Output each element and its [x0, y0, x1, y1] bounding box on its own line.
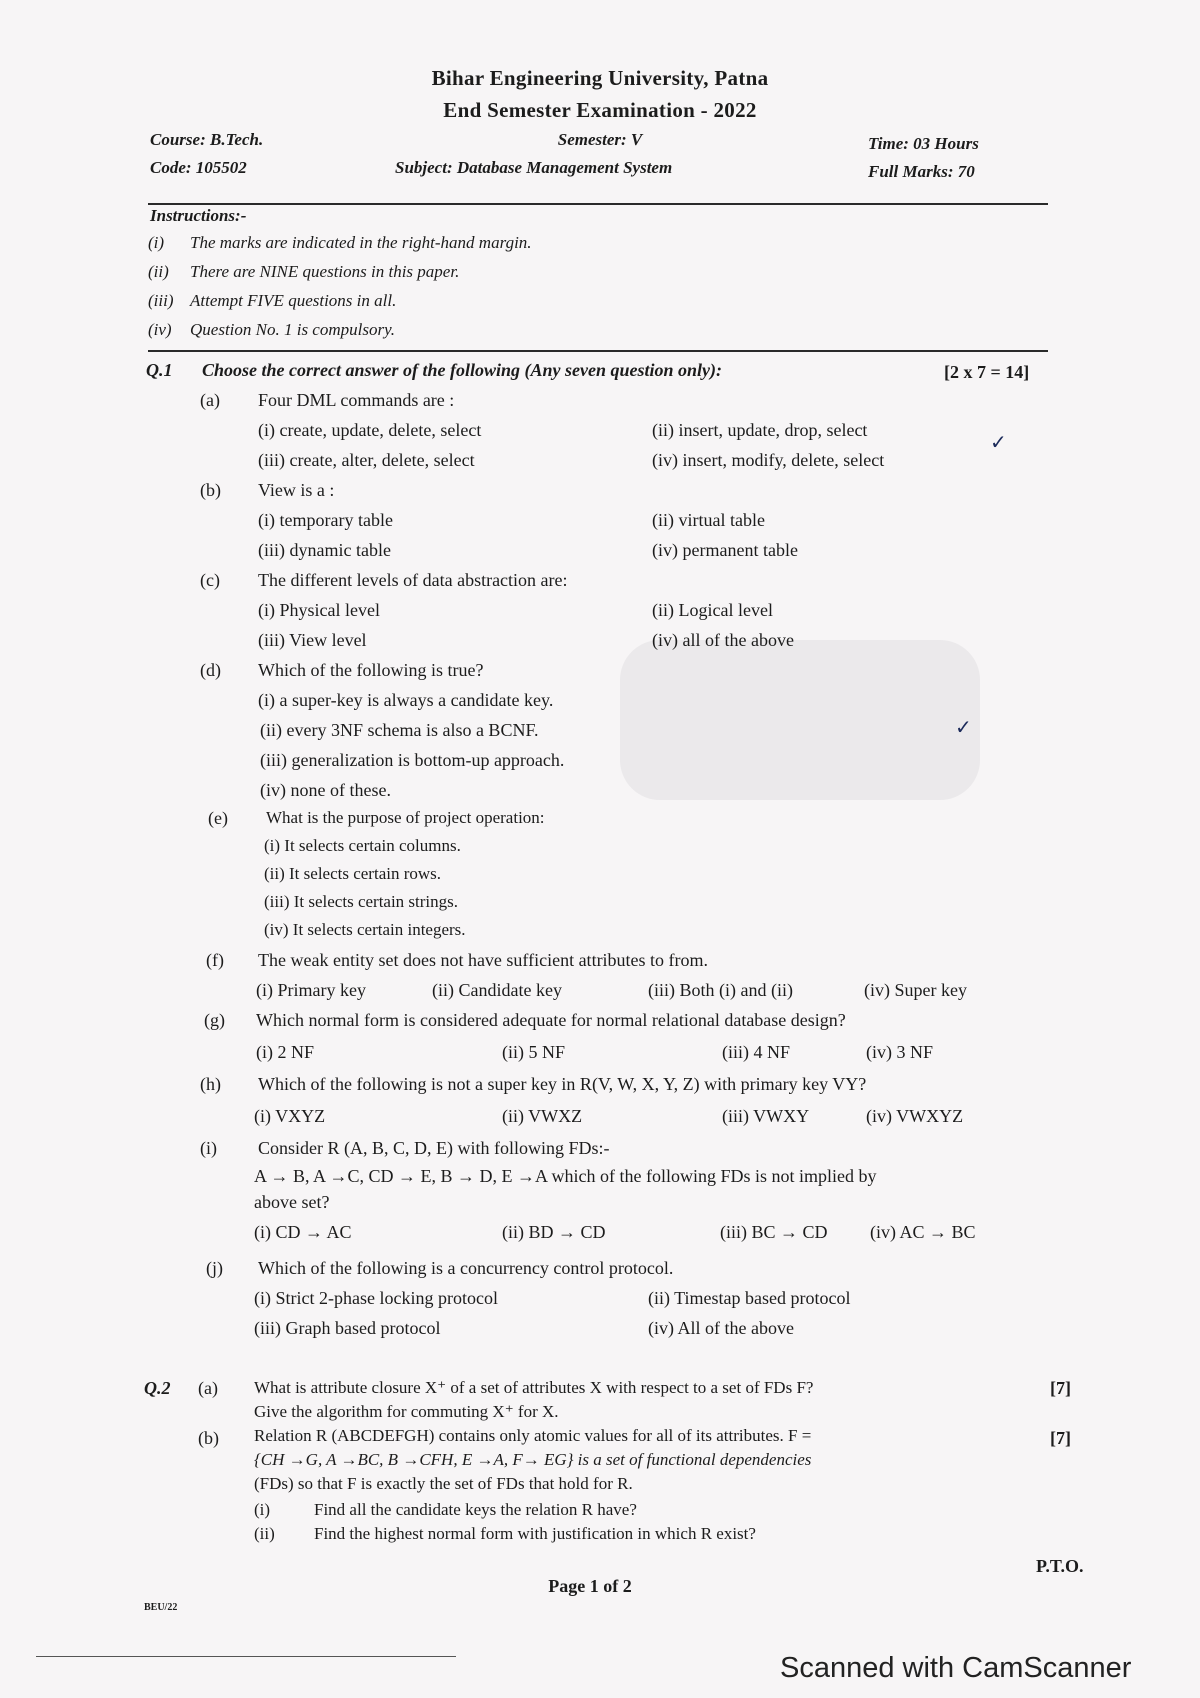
- option: (i) a super-key is always a candidate key.: [258, 690, 554, 710]
- check-mark-icon: ✓: [955, 717, 972, 739]
- bottom-line: [36, 1656, 456, 1657]
- option: (i) Strict 2-phase locking protocol: [254, 1288, 498, 1308]
- part-question-line: Give the algorithm for commuting X⁺ for X.: [254, 1402, 559, 1421]
- part-question: Which of the following is true?: [258, 660, 484, 680]
- option: (iv) AC → BC: [870, 1222, 976, 1242]
- part-label: (g): [204, 1010, 225, 1030]
- full-marks-label: Full Marks: 70: [868, 162, 975, 181]
- part-label: (i): [200, 1138, 217, 1158]
- question-marks: [7]: [1050, 1378, 1071, 1398]
- option: (iv) none of these.: [260, 780, 391, 800]
- option: (i) Physical level: [258, 600, 380, 620]
- instruction-text: Attempt FIVE questions in all.: [190, 291, 397, 310]
- part-question: The different levels of data abstraction are:: [258, 570, 568, 590]
- option: (iii) Graph based protocol: [254, 1318, 441, 1338]
- scan-smudge: [620, 640, 980, 800]
- part-label: (h): [200, 1074, 221, 1094]
- option: (ii) virtual table: [652, 510, 765, 530]
- option: (i) temporary table: [258, 510, 393, 530]
- option: (iii) dynamic table: [258, 540, 391, 560]
- part-label: (e): [208, 808, 228, 828]
- part-label: (a): [198, 1378, 218, 1398]
- option: (iii) VWXY: [722, 1106, 810, 1126]
- part-question-line: {CH →G, A →BC, B →CFH, E →A, F→ EG} is a set of functional dependencies: [254, 1450, 812, 1469]
- instructions-title: Instructions:-: [150, 206, 247, 225]
- part-label: (b): [200, 480, 221, 500]
- option: (iii) create, alter, delete, select: [258, 450, 475, 470]
- option: (iv) 3 NF: [866, 1042, 933, 1062]
- instruction-num: (ii): [148, 262, 169, 281]
- subpart-label: (i): [254, 1500, 271, 1519]
- instruction-num: (iv): [148, 320, 172, 339]
- subpart-label: (ii): [254, 1524, 275, 1543]
- option: (iv) permanent table: [652, 540, 798, 560]
- semester-label: Semester: V: [557, 130, 643, 149]
- instruction-text: There are NINE questions in this paper.: [190, 262, 460, 281]
- part-question: Which normal form is considered adequate for normal relational database design?: [256, 1010, 846, 1030]
- camscanner-watermark: Scanned with CamScanner: [780, 1652, 1132, 1684]
- question-number: Q.2: [144, 1378, 171, 1398]
- option: (ii) VWXZ: [502, 1106, 583, 1126]
- option: (iii) BC → CD: [720, 1222, 828, 1242]
- subject-label: Subject: Database Management System: [395, 158, 673, 177]
- instruction-text: The marks are indicated in the right-hand margin.: [190, 233, 532, 252]
- part-question: What is attribute closure X⁺ of a set of attributes X with respect to a set of FDs F?: [254, 1378, 814, 1397]
- option: (ii) insert, update, drop, select: [652, 420, 868, 440]
- header-divider: [148, 203, 1048, 205]
- option: (iv) Super key: [864, 980, 967, 1000]
- check-mark-icon: ✓: [990, 432, 1007, 454]
- option: (i) create, update, delete, select: [258, 420, 482, 440]
- option: (ii) 5 NF: [502, 1042, 565, 1062]
- option: (ii) Logical level: [652, 600, 773, 620]
- university-name: Bihar Engineering University, Patna: [431, 66, 769, 90]
- instructions-divider: [148, 350, 1048, 352]
- page-number: Page 1 of 2: [548, 1576, 632, 1596]
- code-label: Code: 105502: [150, 158, 247, 177]
- option: (i) VXYZ: [254, 1106, 326, 1126]
- option: (iii) Both (i) and (ii): [648, 980, 793, 1000]
- subpart-question: Find all the candidate keys the relation R have?: [314, 1500, 637, 1519]
- exam-title: End Semester Examination - 2022: [443, 98, 757, 122]
- part-label: (a): [200, 390, 220, 410]
- option: (i) Primary key: [256, 980, 366, 1000]
- option: (iii) generalization is bottom-up approach.: [260, 750, 565, 770]
- part-question-line: A → B, A →C, CD → E, B → D, E →A which of the following FDs is not implied by: [254, 1166, 877, 1186]
- option: (ii) every 3NF schema is also a BCNF.: [260, 720, 539, 740]
- option: (ii) Candidate key: [432, 980, 562, 1000]
- part-question: Four DML commands are :: [258, 390, 455, 410]
- option: (ii) BD → CD: [502, 1222, 606, 1242]
- instruction-num: (iii): [148, 291, 174, 310]
- question-title: Choose the correct answer of the following (Any seven question only):: [202, 360, 723, 380]
- option: (iv) all of the above: [652, 630, 794, 650]
- instruction-text: Question No. 1 is compulsory.: [190, 320, 395, 339]
- course-label: Course: B.Tech.: [150, 130, 264, 149]
- subpart-question: Find the highest normal form with justification in which R exist?: [314, 1524, 756, 1543]
- question-number: Q.1: [146, 360, 173, 380]
- option: (iv) VWXYZ: [866, 1106, 964, 1126]
- option: (iv) All of the above: [648, 1318, 794, 1338]
- instruction-num: (i): [148, 233, 165, 252]
- part-label: (d): [200, 660, 221, 680]
- part-question-line: above set?: [254, 1192, 330, 1212]
- part-label: (c): [200, 570, 220, 590]
- part-label: (j): [206, 1258, 223, 1278]
- option: (ii) It selects certain rows.: [264, 864, 442, 883]
- time-label: Time: 03 Hours: [868, 134, 979, 153]
- option: (i) 2 NF: [256, 1042, 314, 1062]
- pto-label: P.T.O.: [1036, 1556, 1084, 1576]
- option: (iv) It selects certain integers.: [264, 920, 466, 939]
- option: (iv) insert, modify, delete, select: [652, 450, 885, 470]
- option: (iii) 4 NF: [722, 1042, 791, 1062]
- option: (iii) View level: [258, 630, 367, 650]
- part-question: Which of the following is a concurrency control protocol.: [258, 1258, 674, 1278]
- part-question-line: (FDs) so that F is exactly the set of FDs that hold for R.: [254, 1474, 633, 1493]
- option: (i) It selects certain columns.: [264, 836, 461, 855]
- option: (i) CD → AC: [254, 1222, 352, 1242]
- part-question: Relation R (ABCDEFGH) contains only atomic values for all of its attributes. F =: [254, 1426, 812, 1445]
- part-question: View is a :: [258, 480, 335, 500]
- question-marks: [2 x 7 = 14]: [944, 362, 1030, 382]
- paper-code: BEU/22: [144, 1602, 178, 1613]
- option: (iii) It selects certain strings.: [264, 892, 459, 911]
- part-question: Consider R (A, B, C, D, E) with following FDs:-: [258, 1138, 610, 1158]
- option: (ii) Timestap based protocol: [648, 1288, 851, 1308]
- part-label: (f): [206, 950, 224, 970]
- part-question: What is the purpose of project operation:: [266, 808, 545, 827]
- part-question: The weak entity set does not have sufficient attributes to from.: [258, 950, 709, 970]
- part-question: Which of the following is not a super key in R(V, W, X, Y, Z) with primary key VY?: [258, 1074, 867, 1094]
- question-marks: [7]: [1050, 1428, 1071, 1448]
- part-label: (b): [198, 1428, 219, 1448]
